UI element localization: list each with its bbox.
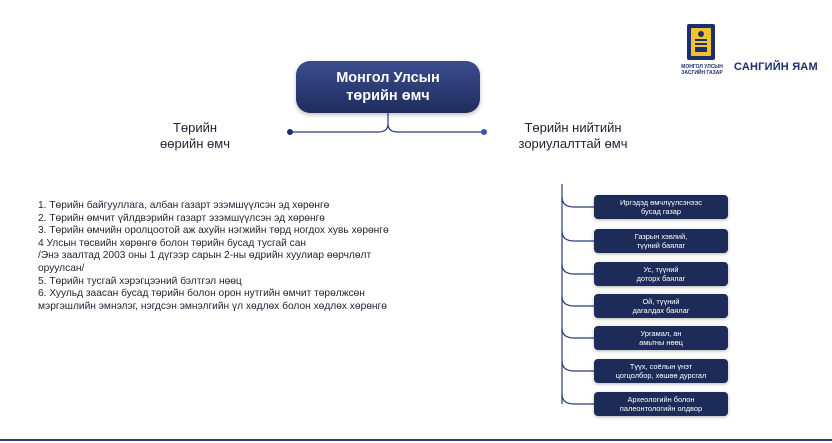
list-item: мэргэшлийн эмнэлэг, нэгдсэн эмнэлгийн үл хөдлөх болон хөдлөх хөрөнгө <box>38 300 387 312</box>
public-property-item: Түүх, соёлын үнэт цогцолбор, хөшөө дурсгал <box>594 359 728 383</box>
center-title: Монгол Улсын төрийн өмч <box>336 70 440 104</box>
logo-caption: МОНГОЛ УЛСЫН ЗАСГИЙН ГАЗАР <box>681 64 723 76</box>
list-item: оруулсан/ <box>38 262 85 274</box>
public-property-item: Ус, түүний доторх баялаг <box>594 262 728 286</box>
list-item: 2. Төрийн өмчит үйлдвэрийн газарт эзэмшүүлсэн эд хөрөнгө <box>38 212 325 224</box>
right-branch-title: Төрийн нийтийн зориулалттай өмч <box>518 120 628 151</box>
public-property-item: Иргэдэд өмчлүүлсэнээс бусад газар <box>594 195 728 219</box>
right-node-dot <box>481 129 487 135</box>
public-property-item: Газрын хэвлий, түүний баялаг <box>594 229 728 253</box>
list-item: 6. Хуульд заасан бусад төрийн болон орон нутгийн өмчит төрөлжсөн <box>38 288 365 300</box>
public-property-item: Ой, түүний дагалдах баялаг <box>594 294 728 318</box>
left-node-dot <box>287 129 293 135</box>
center-node <box>296 61 480 113</box>
list-item: 5. Төрийн тусгай хэрэгцээний бэлтгэл нөөц <box>38 275 242 287</box>
public-property-item: Ургамал, ан амьтны нөөц <box>594 326 728 350</box>
list-item: 3. Төрийн өмчийн оролцоотой аж ахуйн нэгжийн төрд ногдох хувь хөрөнгө <box>38 225 389 237</box>
list-item: 1. Төрийн байгууллага, албан газарт эзэмшүүлсэн эд хөрөнгө <box>38 200 330 211</box>
public-property-item: Археологийн болон палеонтологийн олдвор <box>594 392 728 416</box>
list-item: /Энэ заалтад 2003 оны 1 дүгээр сарын 2-ны өдрийн хуулиар өөрчлөлт <box>38 250 372 262</box>
footer-divider <box>0 439 832 441</box>
list-item: 4 Улсын төсвийн хөрөнгө болон төрийн бусад тусгай сан <box>38 237 307 249</box>
ministry-name: САНГИЙН ЯАМ <box>734 61 818 73</box>
state-own-property-list <box>38 200 558 313</box>
left-branch-title: Төрийн өөрийн өмч <box>160 120 230 151</box>
